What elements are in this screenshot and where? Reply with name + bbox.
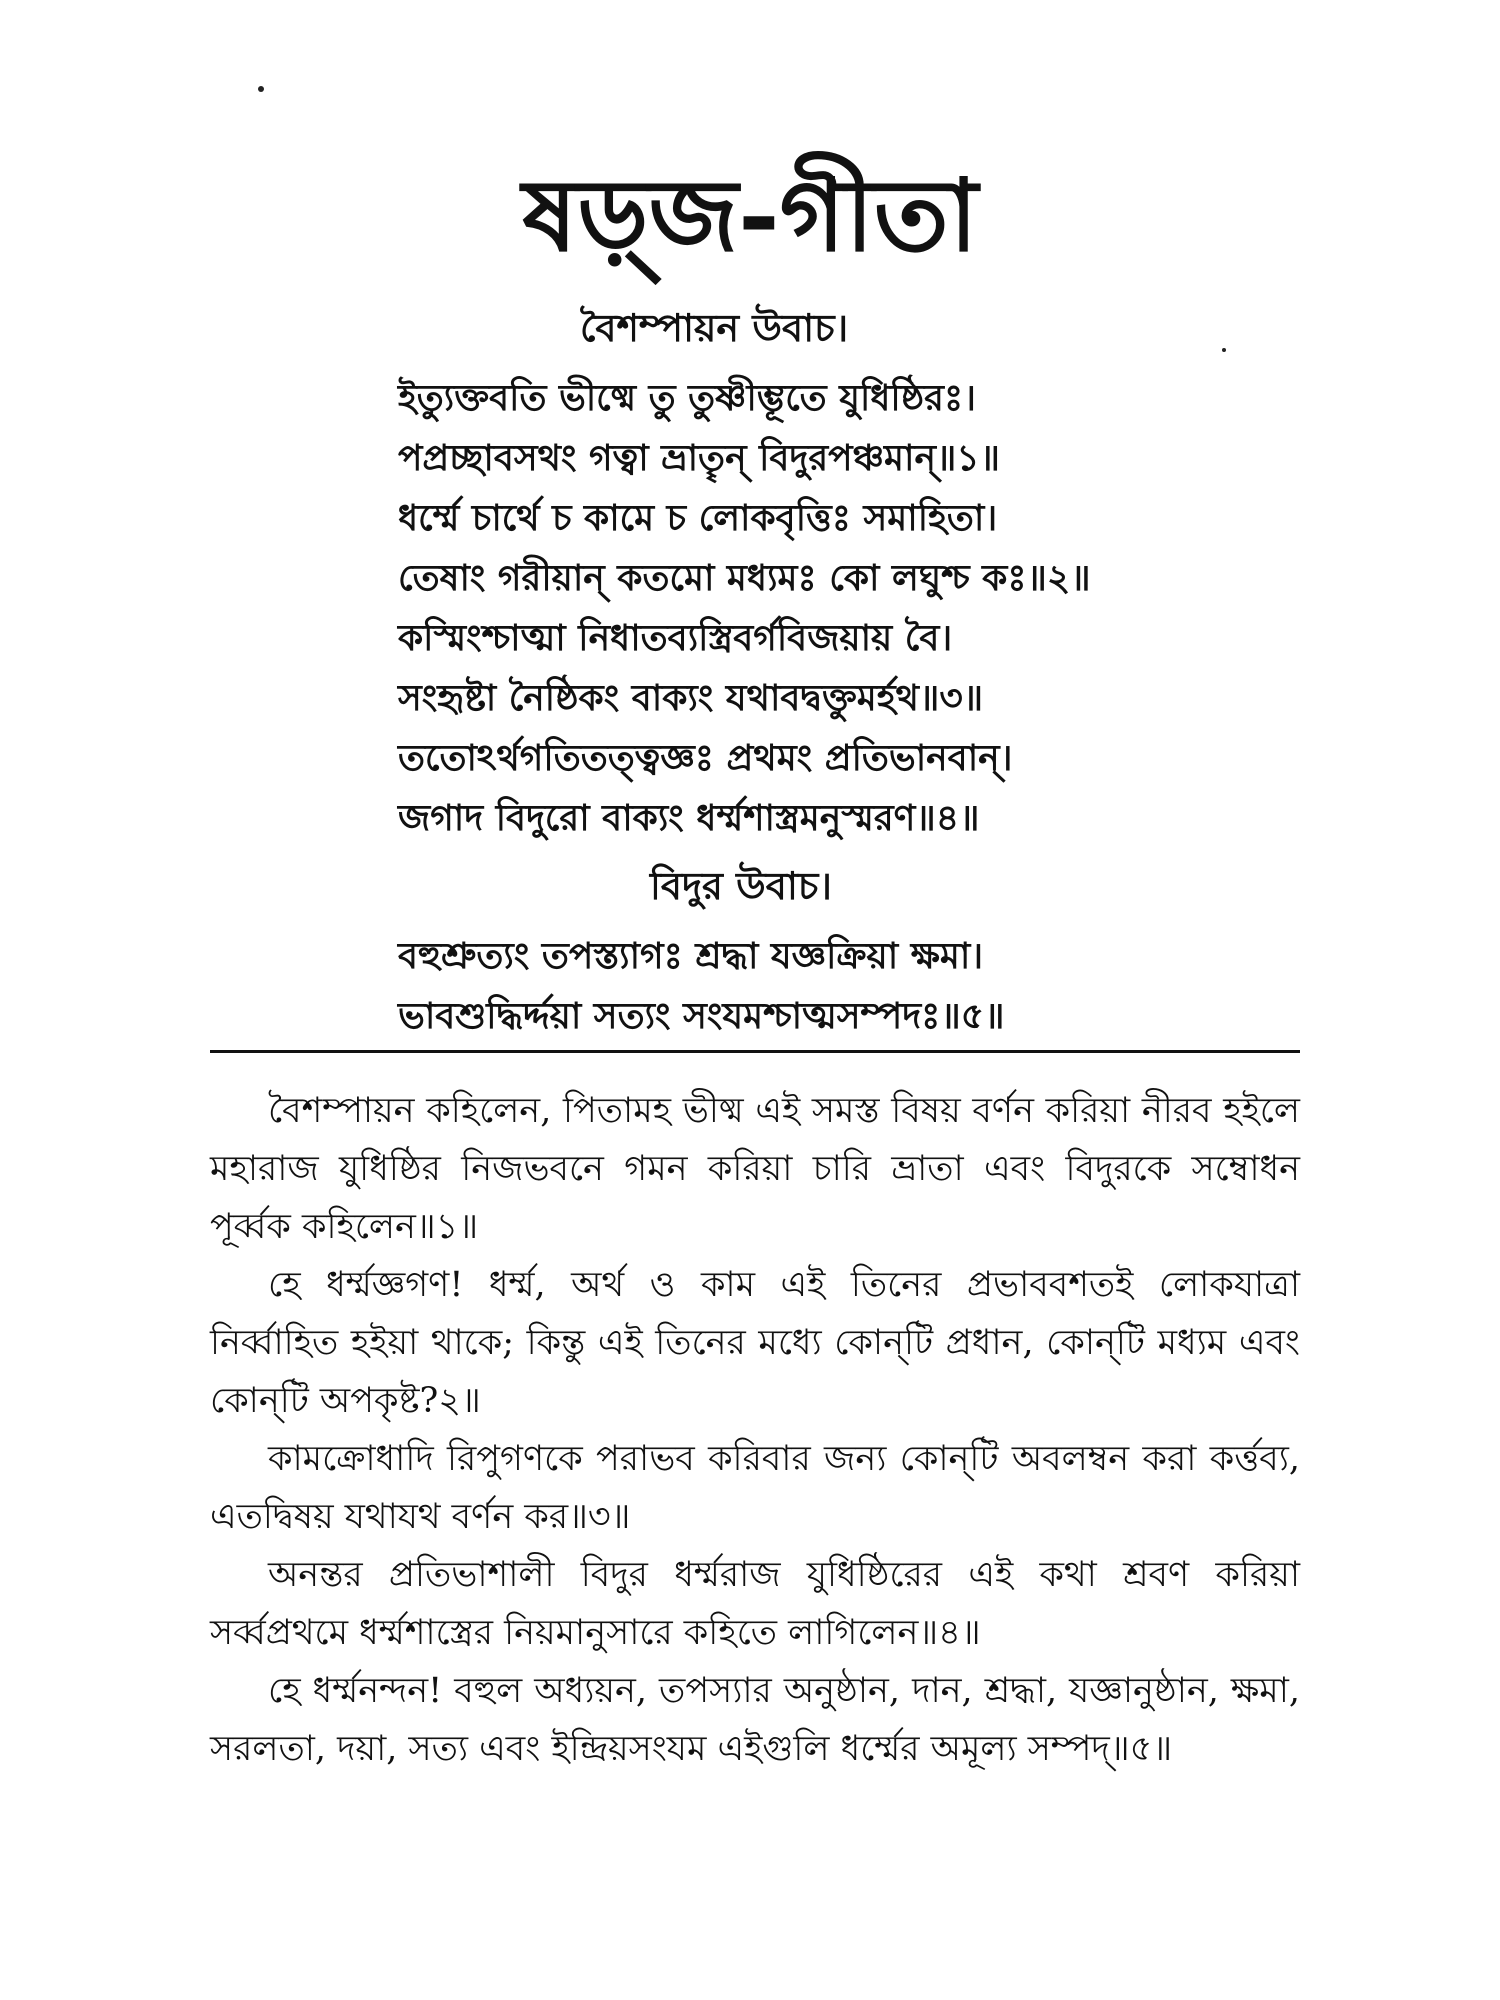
speaker-heading: বিদুর উবাচ।: [650, 863, 832, 908]
translation-paragraph: হে ধর্ম্মজ্ঞগণ! ধর্ম্ম, অর্থ ও কাম এই তিনের প্রভাববশতই লোকযাত্রা নির্ব্বাহিত হইয়া থাকে; কিন্তু এই তিনের মধ্যে কোন্‌টি প্রধান, কোন্‌টি মধ্যম এবং কোন্‌টি অপকৃষ্ট?২॥: [210, 1265, 1300, 1421]
section-divider: [210, 1050, 1300, 1053]
verse-line: সংহৃষ্টা নৈষ্ঠিকং বাক্যং যথাবদ্বক্তুমর্হথ॥৩॥: [398, 677, 984, 719]
translation-paragraph: অনন্তর প্রতিভাশালী বিদুর ধর্ম্মরাজ যুধিষ্ঠিরের এই কথা শ্রবণ করিয়া সর্ব্বপ্রথমে ধর্ম্মশাস্ত্রের নিয়মানুসারে কহিতে লাগিলেন॥৪॥: [210, 1555, 1300, 1653]
speck-mark: [258, 86, 264, 92]
verse-line: পপ্রচ্ছাবসথং গত্বা ভ্রাতৄন্‌ বিদুরপঞ্চমান্‌॥১॥: [398, 437, 1001, 479]
verse-line: ইত্যুক্তবতি ভীষ্মে তু তুষ্ণীম্ভূতে যুধিষ্ঠিরঃ।: [398, 377, 977, 419]
verse-line: কস্মিংশ্চাত্মা নিধাতব্যস্ত্রিবর্গবিজয়ায় বৈ।: [398, 617, 953, 659]
translation-paragraph: বৈশম্পায়ন কহিলেন, পিতামহ ভীষ্ম এই সমস্ত বিষয় বর্ণন করিয়া নীরব হইলে মহারাজ যুধিষ্ঠির নিজভবনে গমন করিয়া চারি ভ্রাতা এবং বিদুরকে সম্বোধন পূর্ব্বক কহিলেন॥১॥: [210, 1091, 1300, 1247]
verse-line: জগাদ বিদুরো বাক্যং ধর্ম্মশাস্ত্রমনুস্মরণ॥৪॥: [398, 797, 980, 839]
translation-paragraph: হে ধর্ম্মনন্দন! বহুল অধ্যয়ন, তপস্যার অনুষ্ঠান, দান, শ্রদ্ধা, যজ্ঞানুষ্ঠান, ক্ষমা, সরলতা, দয়া, সত্য এবং ইন্দ্রিয়সংযম এইগুলি ধর্ম্মের অমূল্য সম্পদ্‌॥৫॥: [210, 1671, 1300, 1769]
verse-line: ভাবশুদ্ধির্দ্দয়া সত্যং সংযমশ্চাত্মসম্পদঃ॥৫॥: [398, 995, 1005, 1037]
verse-line: তেষাং গরীয়ান্‌ কতমো মধ্যমঃ কো লঘুশ্চ কঃ॥২॥: [398, 557, 1091, 599]
bengali-translation: [210, 1082, 1300, 1778]
translation-paragraph: কামক্রোধাদি রিপুগণকে পরাভব করিবার জন্য কোন্‌টি অবলম্বন করা কর্ত্তব্য, এতদ্বিষয় যথাযথ বর্ণন কর॥৩॥: [210, 1439, 1300, 1537]
page-title: ষড়্‌জ-গীতা: [522, 156, 978, 274]
verse-line: ততোঽর্থগতিতত্ত্বজ্ঞঃ প্রথমং প্রতিভানবান্‌।: [398, 737, 1013, 779]
verse-line: বহুশ্রুত্যং তপস্ত্যাগঃ শ্রদ্ধা যজ্ঞক্রিয়া ক্ষমা।: [398, 935, 984, 977]
sanskrit-verse-block: [398, 298, 1398, 1046]
verse-line: ধর্ম্মে চার্থে চ কামে চ লোকবৃত্তিঃ সমাহিতা।: [398, 497, 998, 539]
speaker-heading: বৈশম্পায়ন উবাচ।: [580, 305, 849, 350]
